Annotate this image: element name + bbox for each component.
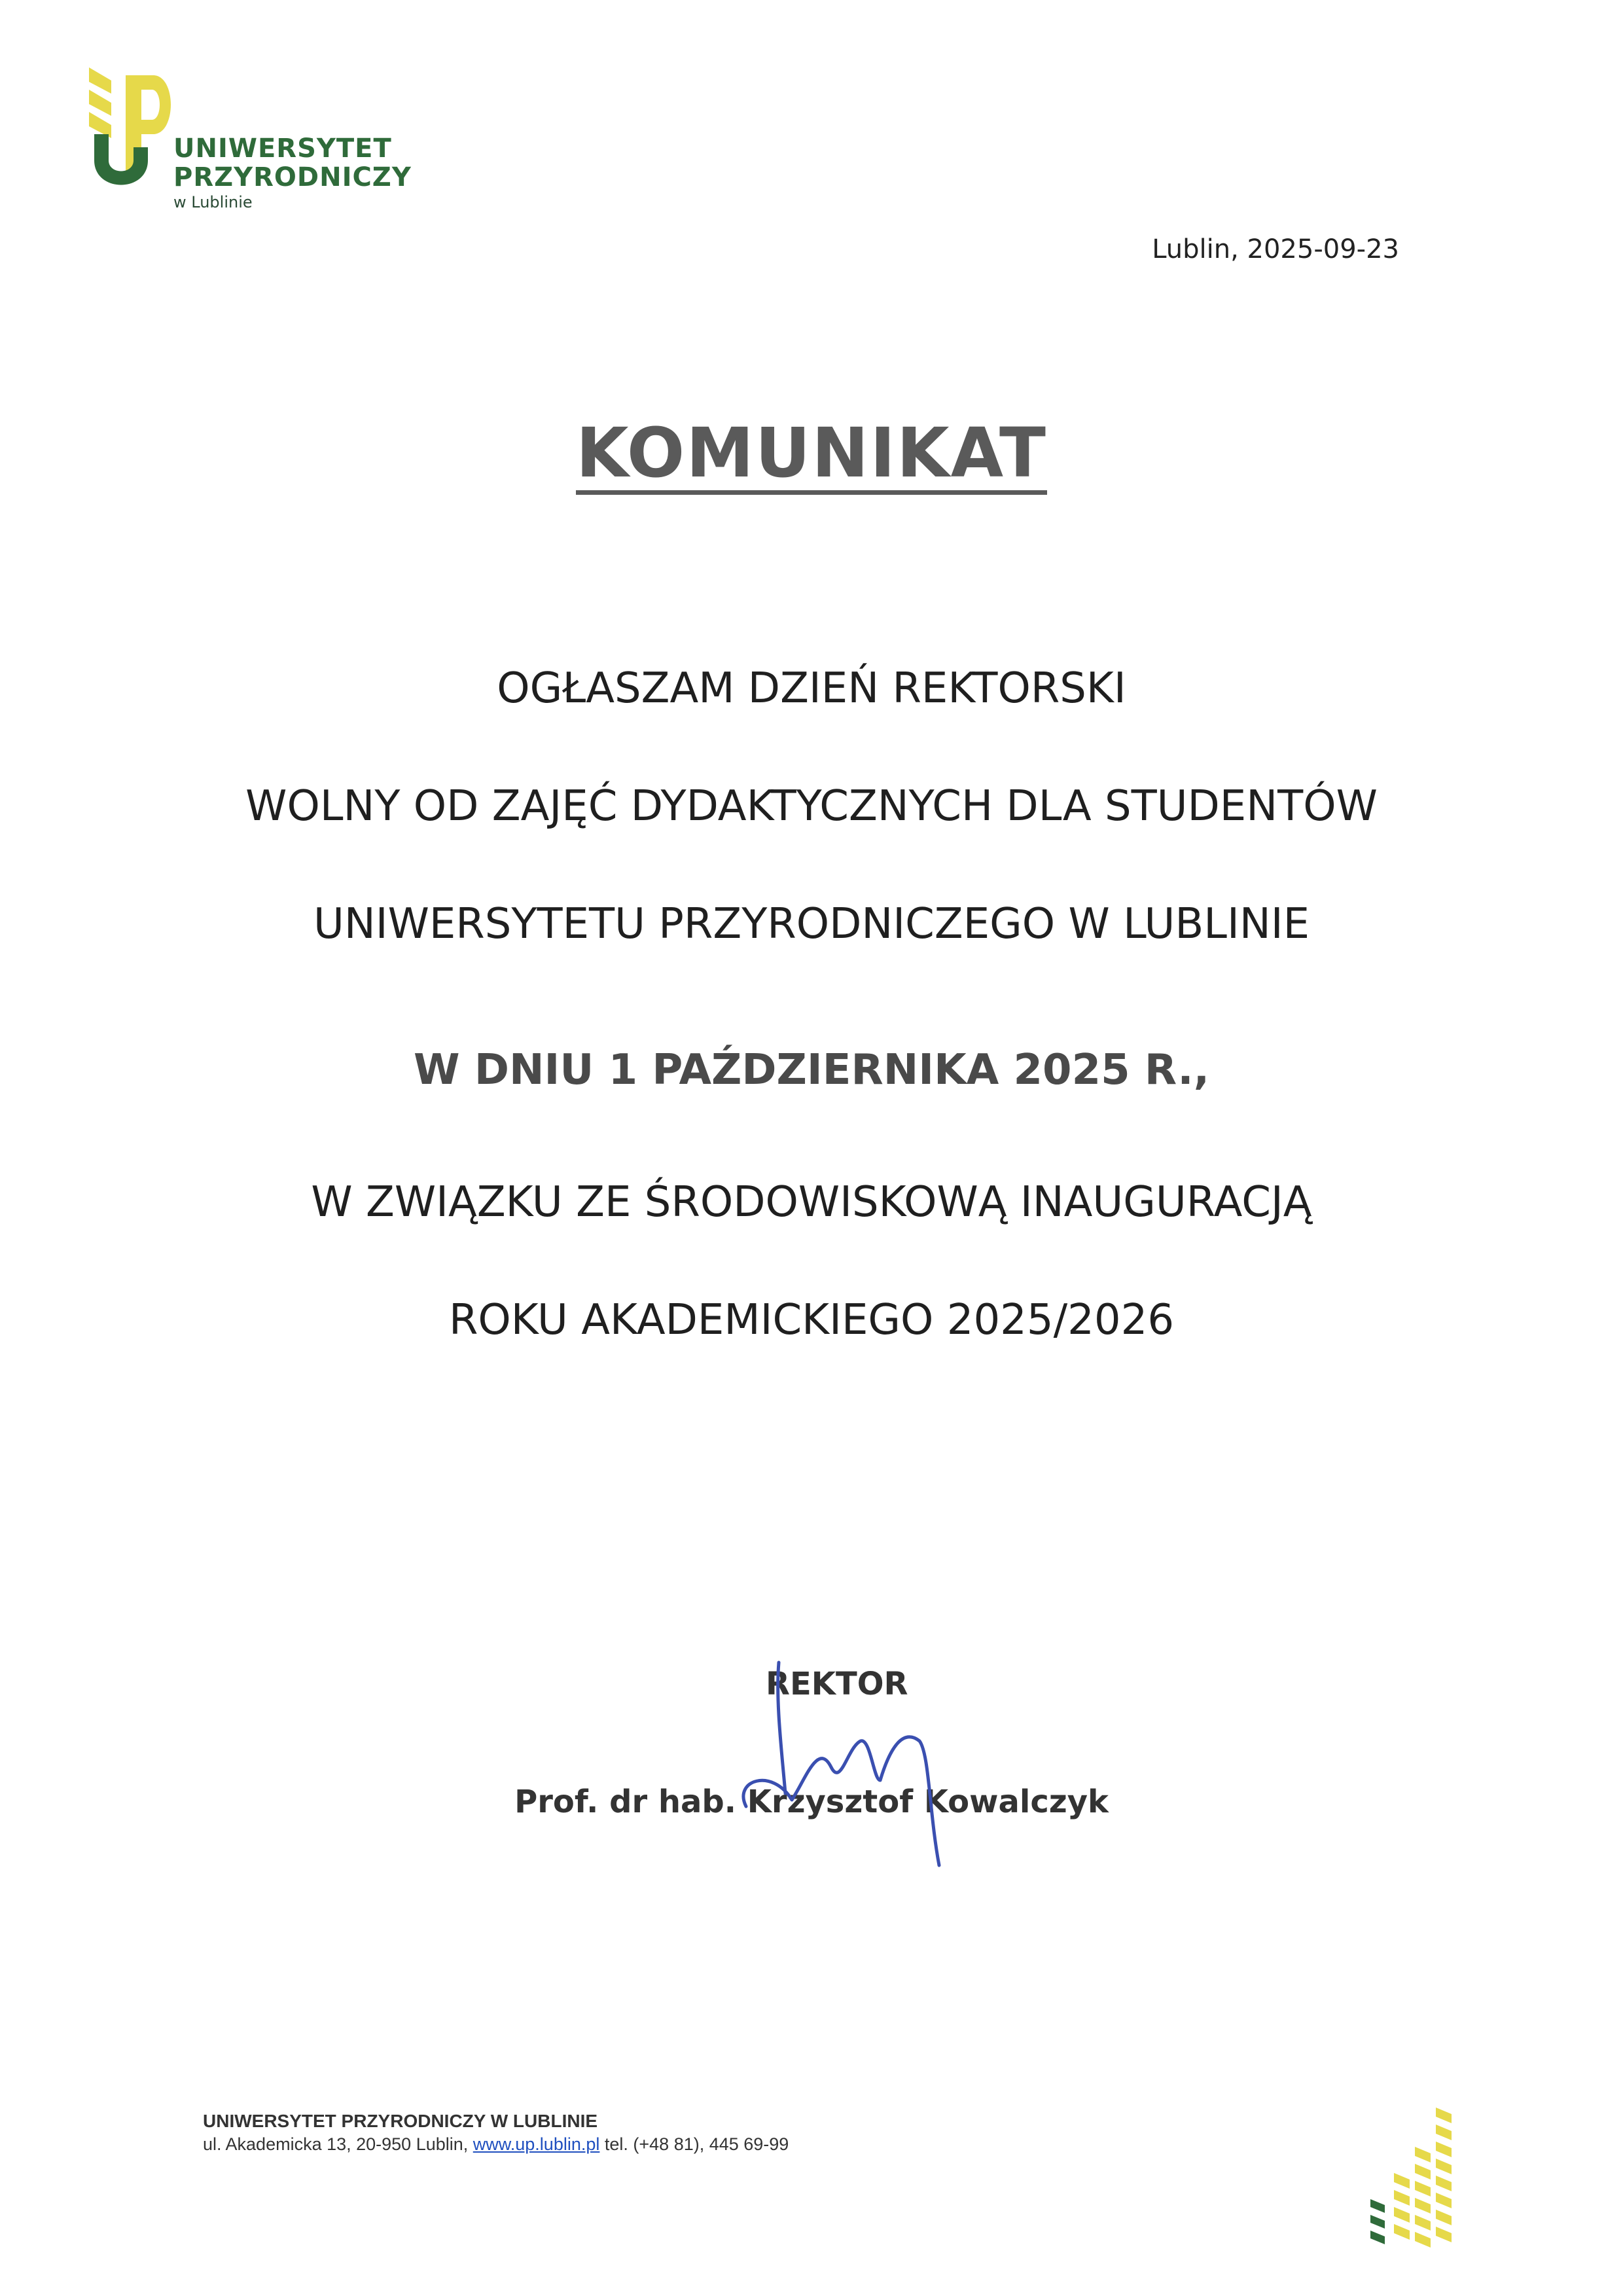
logo-line-1: UNIWERSYTET xyxy=(173,134,392,164)
signer-role: REKTOR xyxy=(766,1666,908,1702)
footer-address: ul. Akademicka 13, 20-950 Lublin, xyxy=(203,2134,473,2154)
footer-institution-name: UNIWERSYTET PRZYRODNICZY W LUBLINIE xyxy=(203,2111,598,2131)
body-line-6: ROKU AKADEMICKIEGO 2025/2026 xyxy=(448,1296,1175,1344)
title-text: KOMUNIKAT xyxy=(576,416,1047,495)
body-line-3: UNIWERSYTETU PRZYRODNICZEGO W LUBLINIE xyxy=(313,900,1310,948)
logo-line-3: w Lublinie xyxy=(173,193,253,211)
wheat-decoration-icon xyxy=(1368,2101,1472,2258)
logo-text xyxy=(173,135,412,210)
body-line-4-date: W DNIU 1 PAŹDZIERNIKA 2025 R., xyxy=(413,1046,1210,1094)
document-title xyxy=(0,413,1623,495)
body-line-2: WOLNY OD ZAJĘĆ DYDAKTYCZNYCH DLA STUDENTÓW xyxy=(245,782,1378,831)
footer xyxy=(203,2111,789,2155)
university-logo xyxy=(85,62,425,219)
body-line-5: W ZWIĄZKU ZE ŚRODOWISKOWĄ INAUGURACJĄ xyxy=(311,1178,1312,1227)
logo-line-2: PRZYRODNICZY xyxy=(173,162,412,192)
document-date: Lublin, 2025-09-23 xyxy=(1152,234,1399,264)
up-logo-icon xyxy=(85,62,177,193)
signer-name: Prof. dr hab. Krzysztof Kowalczyk xyxy=(514,1784,1109,1820)
handwritten-signature-icon xyxy=(694,1649,969,1872)
footer-website-link[interactable]: www.up.lublin.pl xyxy=(473,2134,600,2154)
footer-contact xyxy=(203,2134,789,2155)
footer-phone: tel. (+48 81), 445 69-99 xyxy=(599,2134,789,2154)
body-line-1: OGŁASZAM DZIEŃ REKTORSKI xyxy=(497,664,1126,713)
